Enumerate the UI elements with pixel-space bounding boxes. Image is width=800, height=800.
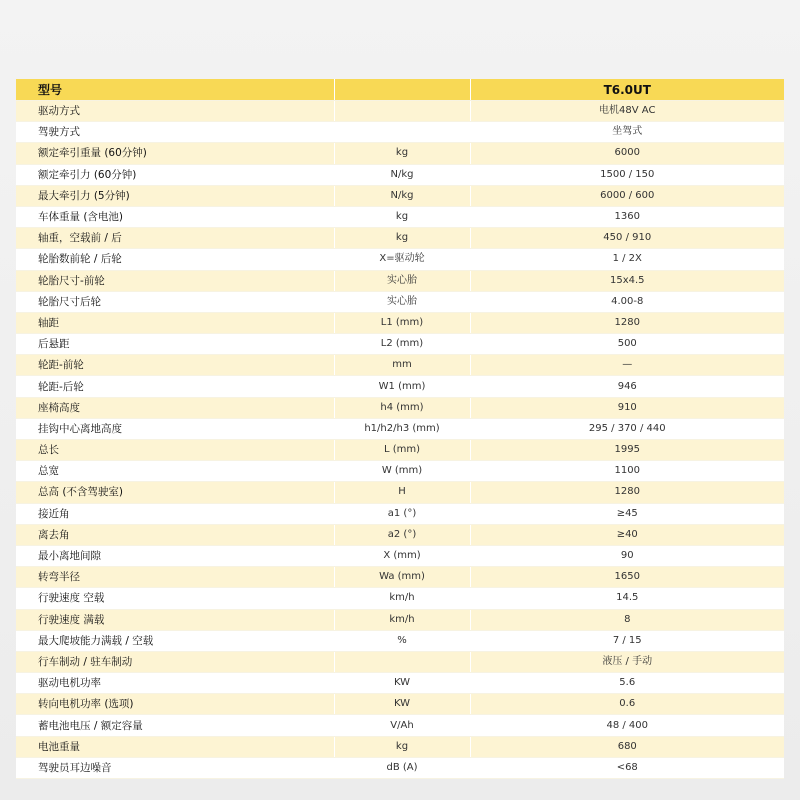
- spec-unit-cell: h4 (mm): [334, 397, 470, 418]
- table-row: [16, 440, 784, 461]
- spec-value-cell: ≥40: [470, 524, 784, 545]
- spec-name-cell: 行驶速度 满载: [16, 609, 334, 630]
- spec-name-cell: 行驶速度 空载: [16, 588, 334, 609]
- spec-value-cell: 946: [470, 376, 784, 397]
- spec-unit-cell: 实心胎: [334, 291, 470, 312]
- spec-name-cell: 车体重量 (含电池): [16, 206, 334, 227]
- spec-sheet: [16, 79, 784, 779]
- spec-name-cell: 行车制动 / 驻车制动: [16, 651, 334, 672]
- spec-name-cell: 接近角: [16, 503, 334, 524]
- spec-name-cell: 轮胎尺寸后轮: [16, 291, 334, 312]
- table-header-row: [16, 79, 784, 101]
- spec-unit-cell: [334, 122, 470, 143]
- spec-name-cell: 蓄电池电压 / 额定容量: [16, 715, 334, 736]
- table-row: [16, 524, 784, 545]
- header-unit-label: [334, 79, 470, 101]
- spec-name-cell: 座椅高度: [16, 397, 334, 418]
- spec-value-cell: 6000: [470, 143, 784, 164]
- spec-unit-cell: H: [334, 482, 470, 503]
- table-row: [16, 291, 784, 312]
- spec-name-cell: 离去角: [16, 524, 334, 545]
- spec-value-cell: 5.6: [470, 673, 784, 694]
- spec-value-cell: 8: [470, 609, 784, 630]
- spec-value-cell: 1280: [470, 482, 784, 503]
- spec-name-cell: 额定牵引重量 (60分钟): [16, 143, 334, 164]
- table-row: [16, 503, 784, 524]
- header-model-label: 型号: [16, 79, 334, 101]
- spec-value-cell: 1280: [470, 312, 784, 333]
- spec-unit-cell: dB (A): [334, 757, 470, 778]
- spec-unit-cell: a2 (°): [334, 524, 470, 545]
- spec-unit-cell: kg: [334, 228, 470, 249]
- spec-name-cell: 轮胎数前轮 / 后轮: [16, 249, 334, 270]
- table-row: [16, 312, 784, 333]
- table-row: [16, 715, 784, 736]
- spec-name-cell: 驱动电机功率: [16, 673, 334, 694]
- spec-name-cell: 轴距: [16, 312, 334, 333]
- spec-value-cell: 1 / 2X: [470, 249, 784, 270]
- spec-unit-cell: W1 (mm): [334, 376, 470, 397]
- spec-unit-cell: a1 (°): [334, 503, 470, 524]
- table-row: [16, 228, 784, 249]
- spec-unit-cell: KW: [334, 673, 470, 694]
- spec-value-cell: 910: [470, 397, 784, 418]
- table-row: [16, 334, 784, 355]
- spec-name-cell: 驾驶员耳边噪音: [16, 757, 334, 778]
- spec-unit-cell: W (mm): [334, 461, 470, 482]
- spec-value-cell: 电机48V AC: [470, 101, 784, 122]
- table-row: [16, 757, 784, 778]
- spec-name-cell: 驾驶方式: [16, 122, 334, 143]
- table-row: [16, 355, 784, 376]
- spec-value-cell: 14.5: [470, 588, 784, 609]
- spec-unit-cell: X=驱动轮: [334, 249, 470, 270]
- spec-unit-cell: kg: [334, 143, 470, 164]
- spec-value-cell: —: [470, 355, 784, 376]
- table-row: [16, 588, 784, 609]
- spec-name-cell: 总长: [16, 440, 334, 461]
- spec-unit-cell: L2 (mm): [334, 334, 470, 355]
- spec-unit-cell: X (mm): [334, 545, 470, 566]
- table-row: [16, 630, 784, 651]
- spec-table: [16, 79, 784, 779]
- spec-unit-cell: L (mm): [334, 440, 470, 461]
- table-row: [16, 101, 784, 122]
- spec-unit-cell: N/kg: [334, 164, 470, 185]
- spec-unit-cell: KW: [334, 694, 470, 715]
- table-row: [16, 461, 784, 482]
- table-row: [16, 673, 784, 694]
- table-row: [16, 249, 784, 270]
- table-row: [16, 270, 784, 291]
- table-row: [16, 482, 784, 503]
- table-row: [16, 376, 784, 397]
- spec-value-cell: 680: [470, 736, 784, 757]
- spec-value-cell: 295 / 370 / 440: [470, 418, 784, 439]
- spec-value-cell: 0.6: [470, 694, 784, 715]
- spec-unit-cell: km/h: [334, 588, 470, 609]
- spec-name-cell: 最大牵引力 (5分钟): [16, 185, 334, 206]
- spec-unit-cell: kg: [334, 736, 470, 757]
- spec-value-cell: 1995: [470, 440, 784, 461]
- spec-name-cell: 轴重，空载前 / 后: [16, 228, 334, 249]
- spec-unit-cell: h1/h2/h3 (mm): [334, 418, 470, 439]
- spec-unit-cell: km/h: [334, 609, 470, 630]
- spec-unit-cell: 实心胎: [334, 270, 470, 291]
- spec-value-cell: 6000 / 600: [470, 185, 784, 206]
- spec-unit-cell: [334, 651, 470, 672]
- table-row: [16, 164, 784, 185]
- spec-value-cell: ≥45: [470, 503, 784, 524]
- spec-name-cell: 后悬距: [16, 334, 334, 355]
- spec-name-cell: 驱动方式: [16, 101, 334, 122]
- table-row: [16, 567, 784, 588]
- spec-unit-cell: mm: [334, 355, 470, 376]
- spec-name-cell: 转向电机功率 (选项): [16, 694, 334, 715]
- spec-name-cell: 最大爬坡能力满载 / 空载: [16, 630, 334, 651]
- spec-value-cell: 15x4.5: [470, 270, 784, 291]
- table-row: [16, 185, 784, 206]
- spec-name-cell: 轮距-后轮: [16, 376, 334, 397]
- table-row: [16, 736, 784, 757]
- spec-name-cell: 轮距-前轮: [16, 355, 334, 376]
- spec-value-cell: 90: [470, 545, 784, 566]
- spec-unit-cell: kg: [334, 206, 470, 227]
- spec-unit-cell: N/kg: [334, 185, 470, 206]
- spec-value-cell: 500: [470, 334, 784, 355]
- spec-name-cell: 额定牵引力 (60分钟): [16, 164, 334, 185]
- spec-value-cell: 48 / 400: [470, 715, 784, 736]
- table-row: [16, 206, 784, 227]
- spec-unit-cell: L1 (mm): [334, 312, 470, 333]
- spec-name-cell: 转弯半径: [16, 567, 334, 588]
- spec-name-cell: 轮胎尺寸-前轮: [16, 270, 334, 291]
- spec-name-cell: 电池重量: [16, 736, 334, 757]
- table-row: [16, 418, 784, 439]
- table-row: [16, 122, 784, 143]
- table-row: [16, 609, 784, 630]
- spec-value-cell: 450 / 910: [470, 228, 784, 249]
- spec-value-cell: 7 / 15: [470, 630, 784, 651]
- spec-name-cell: 总高 (不含驾驶室): [16, 482, 334, 503]
- spec-value-cell: <68: [470, 757, 784, 778]
- spec-name-cell: 挂钩中心离地高度: [16, 418, 334, 439]
- spec-value-cell: 液压 / 手动: [470, 651, 784, 672]
- spec-name-cell: 最小离地间隙: [16, 545, 334, 566]
- spec-value-cell: 4.00-8: [470, 291, 784, 312]
- spec-name-cell: 总宽: [16, 461, 334, 482]
- table-row: [16, 143, 784, 164]
- table-row: [16, 545, 784, 566]
- spec-unit-cell: V/Ah: [334, 715, 470, 736]
- spec-value-cell: 1650: [470, 567, 784, 588]
- table-row: [16, 651, 784, 672]
- table-row: [16, 694, 784, 715]
- spec-value-cell: 坐驾式: [470, 122, 784, 143]
- table-row: [16, 397, 784, 418]
- spec-value-cell: 1500 / 150: [470, 164, 784, 185]
- spec-table-body: [16, 101, 784, 779]
- header-model-value: T6.0UT: [470, 79, 784, 101]
- spec-unit-cell: Wa (mm): [334, 567, 470, 588]
- spec-value-cell: 1360: [470, 206, 784, 227]
- spec-value-cell: 1100: [470, 461, 784, 482]
- spec-unit-cell: [334, 101, 470, 122]
- spec-unit-cell: %: [334, 630, 470, 651]
